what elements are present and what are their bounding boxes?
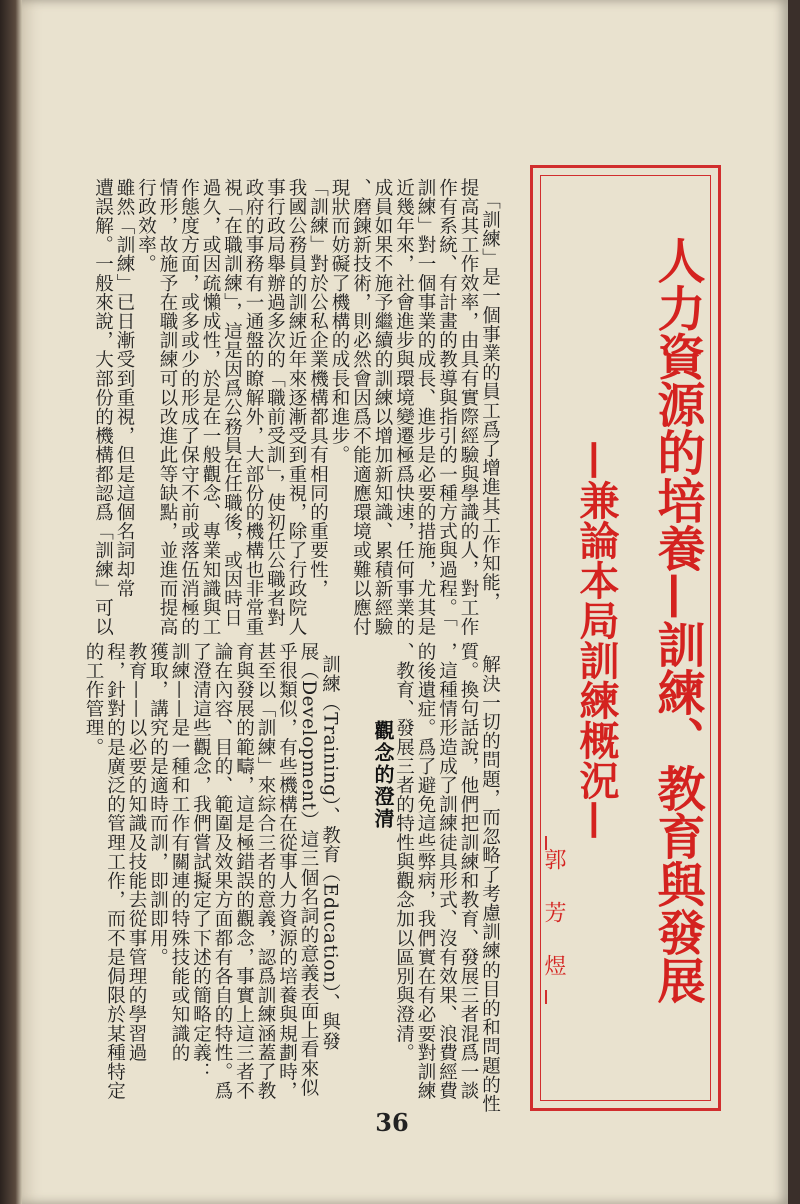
- upper-text: 「訓練」是一個事業的員工爲了增進其工作知能， 提高其工作效率，由具有實際經驗與學識的人，對工作 作有系統、有計畫的教導與指引的一種方式與過程。「 訓練」對一個事業的成長、進步是必要的措施，尤其是 近幾年來，社會進步與環境變遷極爲快速，任何事業的 成員如果不施予繼續的訓練以增加新知識、累積新經驗 、磨鍊新技術，則必然會因爲不能適應環境或難以應付 現狀而妨礙了機構的成長和進步。 「訓練」對於公私企業機構都具有相同的重要性， 我國公務員的訓練近年來逐漸受到重視，除了行政院人 事行政局舉辦過多次的「職前受訓」，使初任公職者對 政府的事務有一通盤的瞭解外，大部份的機構也非常重 視「在職訓練」，這是因爲公務員在任職後，或因時日 過久，或因疏懶成性，於是在一般觀念、專業知識與工 作態度方面，或多或少的形成了保守不前或落伍消極的 情形，故施予在職訓練可以改進此等缺點，並進而提高 行政效率。 雖然「訓練」已日漸受到重視，但是這個名詞却常 遭誤解。一般來說，大部份的機構都認爲「訓練」可以: [92, 178, 501, 637]
- lower-left-text: 訓練（Training）、教育（Education）、與發 展（Development）這三個名詞的意義表面上看來似 乎很類似，有些機構在從事人力資源的培養與規劃時， 甚至以「訓練」來綜合三者的意義，認爲訓練涵蓋了教 育與發展的範疇，這是極錯誤的觀念，事實上這三者不 論在內容、目的、範圍及效果方面都有各自的特性。爲 了澄清這些觀念，我們嘗試擬定了下述的簡略定義： 訓練——是一種和工作有關連的特殊技能或知識的 獲取，講究的是適時而訓，即訓即用。 教育——以必要的知識及技能去從事管理的學習過 程，針對的是廣泛的管理工作，而不是侷限於某種特定 的工作管理。: [83, 642, 341, 1101]
- author-rule-bottom: [545, 990, 547, 1004]
- page-number: 36: [375, 1108, 409, 1137]
- article-subtitle: —兼論本局訓練概況—: [573, 440, 620, 840]
- lower-left-text-block: [70, 642, 362, 1101]
- section-heading: 觀念的澄清: [371, 720, 395, 830]
- author-name: 郭 芳 煜: [541, 848, 566, 988]
- lower-right-text-block: [393, 642, 522, 1114]
- article-title: 人力資源的培養—訓練、教育與發展: [649, 236, 705, 1004]
- book-spine: [0, 0, 22, 1204]
- upper-text-block: [70, 178, 522, 637]
- lower-right-text: 解決一切的問題，而忽略了考慮訓練的目的和問題的性 質。換句話說，他們把訓練和教育、發展三者混爲一談 ，這種情形造成了訓練徒具形式、沒有效果、浪費經費 的後遺症。爲了避免這些弊病，我們實在有必要對訓練 、教育、發展三者的特性與觀念加以區別與澄清。: [393, 642, 501, 1114]
